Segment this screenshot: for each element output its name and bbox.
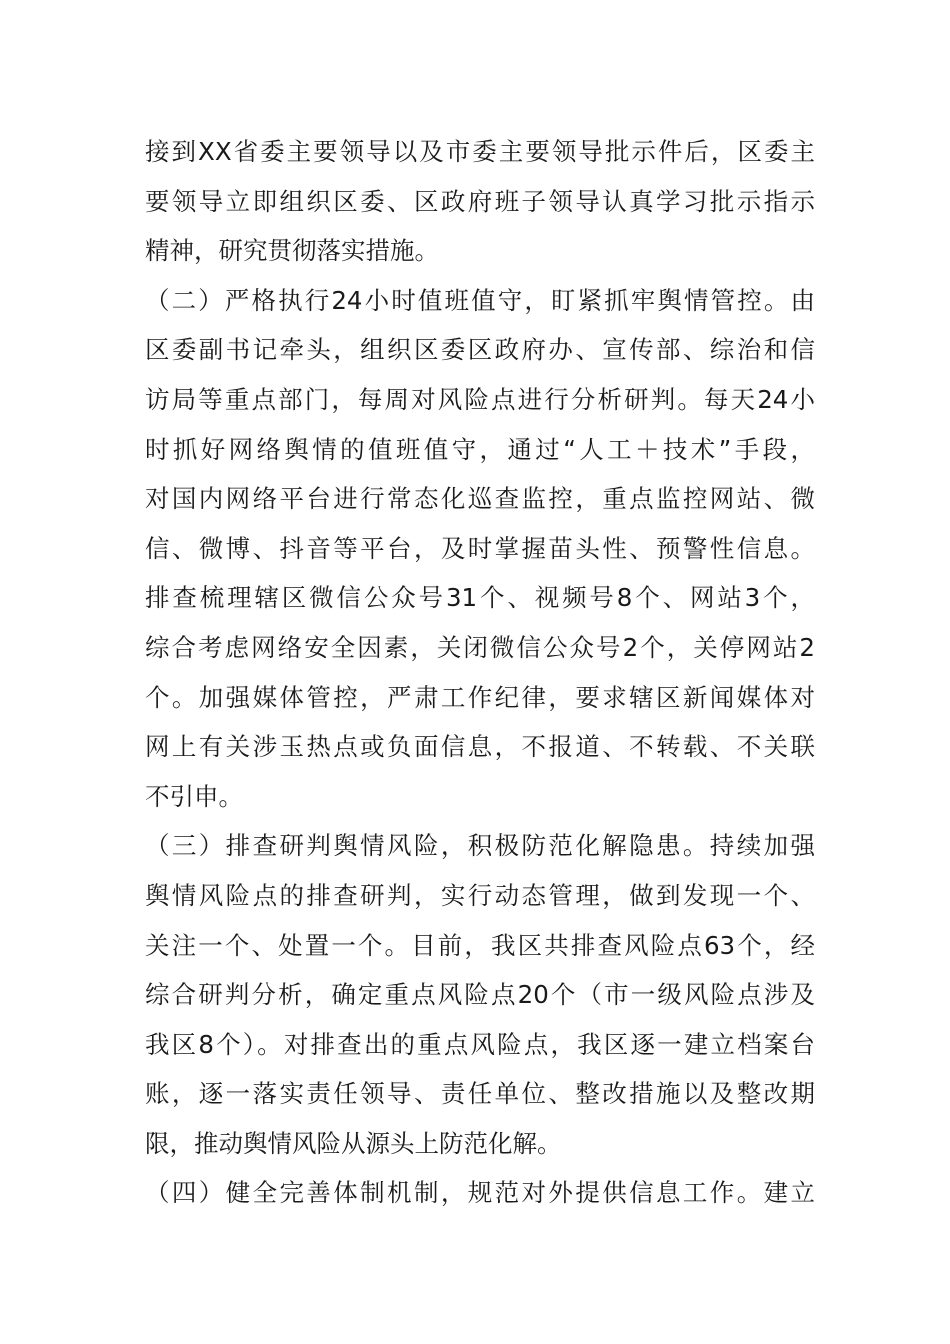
text-line: （二）严格执行24小时值班值守，盯紧抓牢舆情管控。由 [145, 285, 815, 315]
text-line: 对国内网络平台进行常态化巡查监控，重点监控网站、微 [145, 484, 815, 514]
text-line: 精神，研究贯彻落实措施。 [145, 236, 439, 266]
text-line: 网上有关涉玉热点或负面信息，不报道、不转载、不关联 [145, 732, 815, 762]
paragraph-4 [145, 1168, 815, 1218]
text-line: 账，逐一落实责任领导、责任单位、整改措施以及整改期 [145, 1079, 815, 1109]
text-line: 综合研判分析，确定重点风险点20个（市一级风险点涉及 [145, 980, 815, 1010]
text-line: 舆情风险点的排查研判，实行动态管理，做到发现一个、 [145, 880, 815, 910]
text-line: 个。加强媒体管控，严肃工作纪律，要求辖区新闻媒体对 [145, 682, 815, 712]
text-line: 我区8个）。对排查出的重点风险点，我区逐一建立档案台 [145, 1029, 815, 1059]
text-line: 关注一个、处置一个。目前，我区共排查风险点63个，经 [145, 930, 815, 960]
text-line: 限，推动舆情风险从源头上防范化解。 [145, 1128, 562, 1158]
paragraph-2 [145, 276, 815, 822]
text-line: 综合考虑网络安全因素，关闭微信公众号2个，关停网站2 [145, 632, 815, 662]
text-line: 时抓好网络舆情的值班值守，通过“人工＋技术”手段， [145, 434, 815, 464]
paragraph-3 [145, 821, 815, 1168]
text-line: （三）排查研判舆情风险，积极防范化解隐患。持续加强 [145, 831, 815, 861]
document-body [145, 127, 815, 1218]
text-line: 接到XX省委主要领导以及市委主要领导批示件后，区委主 [145, 137, 815, 166]
text-line: 区委副书记牵头，组织区委区政府办、宣传部、综治和信 [145, 335, 815, 365]
text-line: 要领导立即组织区委、区政府班子领导认真学习批示指示 [145, 186, 815, 216]
text-line: 不引申。 [145, 781, 243, 811]
text-line: 排查梳理辖区微信公众号31个、视频号8个、网站3个， [145, 583, 815, 613]
text-line: 信、微博、抖音等平台，及时掌握苗头性、预警性信息。 [145, 533, 815, 563]
paragraph-1 [145, 127, 815, 276]
text-line: （四）健全完善体制机制，规范对外提供信息工作。建立 [145, 1178, 815, 1208]
text-line: 访局等重点部门，每周对风险点进行分析研判。每天24小 [145, 384, 815, 414]
